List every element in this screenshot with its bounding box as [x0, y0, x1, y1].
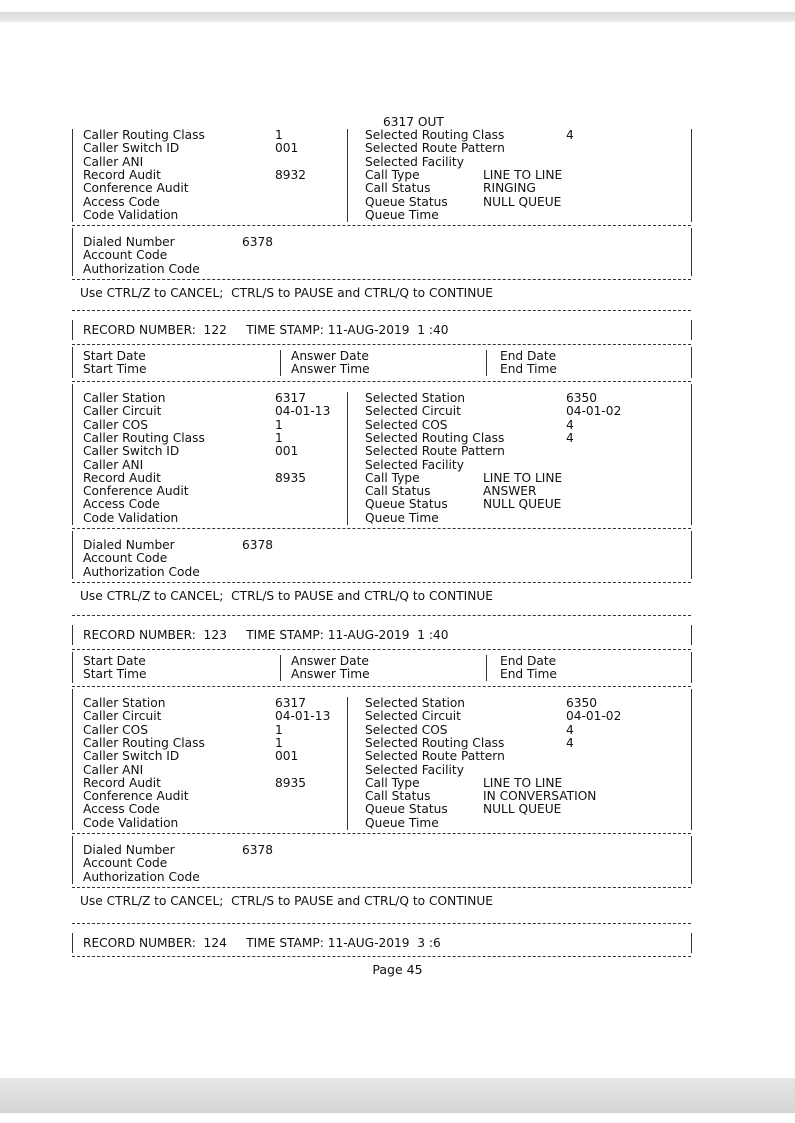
record-123-row-right-label: Selected Circuit	[365, 709, 461, 724]
record-122-row-left-label: Record Audit	[83, 470, 161, 485]
record-122-row-right-label: Call Status	[365, 484, 431, 499]
record-123-start-date-label: Start Date	[83, 654, 146, 668]
continued-row-left-label: Code Validation	[83, 207, 179, 222]
continued-row-left-label: Conference Audit	[83, 181, 189, 196]
record-122-row-left-label: Caller COS	[83, 417, 148, 432]
continued-row-right-label: Selected Routing Class	[365, 128, 505, 142]
continued-row-right-value: NULL QUEUE	[483, 194, 562, 209]
column-rule	[280, 655, 281, 681]
record-122-footer-rule	[72, 582, 691, 583]
record-122-row-right-label: Selected Routing Class	[365, 430, 505, 445]
record-122-dialed-value: 6378	[242, 538, 274, 552]
record-122-answer-time-label: Answer Time	[291, 362, 370, 377]
continued-row-left-value: 001	[275, 141, 299, 156]
record-122-row-left-value: 001	[275, 444, 299, 459]
record-123-dialed-label: Dialed Number	[83, 843, 175, 857]
record-122-answer-date-label: Answer Date	[291, 349, 369, 363]
record-123-dialed-value: 6378	[242, 843, 274, 857]
record-123-row-right-label: Selected COS	[365, 722, 448, 737]
record-123-row-left-label: Access Code	[83, 802, 160, 817]
record-123-dates-rule	[72, 686, 691, 687]
record-123-row-left-label: Record Audit	[83, 775, 161, 790]
record-123-row-left-label: Caller Circuit	[83, 709, 162, 724]
record-123-row-right-value: 4	[566, 722, 574, 737]
record-123-row-left-label: Caller COS	[83, 722, 148, 737]
continued-row-right-label: Call Status	[365, 181, 431, 196]
record-123-row-right-value: 4	[566, 735, 574, 750]
column-rule	[72, 933, 73, 953]
record-123-account-label: Account Code	[83, 856, 168, 871]
record-123-row-left-value: 6317	[275, 696, 307, 710]
continued-row-left-value: 1	[275, 128, 283, 142]
record-123-row-right-value: LINE TO LINE	[483, 775, 563, 790]
record-123-row-right-value: 6350	[566, 696, 598, 710]
record-123-end-date-label: End Date	[500, 654, 557, 668]
record-123-row-left-value: 1	[275, 722, 283, 737]
record-122-row-left-label: Caller Circuit	[83, 404, 162, 419]
record-122-row-right-label: Call Type	[365, 470, 420, 485]
record-122-row-left-label: Caller Routing Class	[83, 430, 205, 445]
record-123-row-right-label: Call Type	[365, 775, 420, 790]
record-122-row-right-label: Queue Status	[365, 497, 448, 512]
column-rule	[72, 531, 73, 579]
record-122-row-right-value: LINE TO LINE	[483, 470, 563, 485]
record-122-row-right-label: Queue Time	[365, 510, 439, 525]
dashed-rule	[72, 279, 691, 280]
record-122-row-left-label: Caller ANI	[83, 457, 144, 472]
ctrl-note: Use CTRL/Z to CANCEL; CTRL/S to PAUSE and CTRL/Q to CONTINUE	[80, 286, 493, 300]
column-rule	[72, 652, 73, 683]
continued-row-left-label: Access Code	[83, 194, 160, 209]
continued-row-left-label: Record Audit	[83, 167, 161, 182]
column-rule	[347, 129, 348, 222]
record-122-top-rule	[72, 310, 691, 311]
record-122-row-right-value: 4	[566, 417, 574, 432]
column-rule	[72, 384, 73, 525]
column-rule	[691, 836, 692, 884]
record-123-header-rule	[72, 649, 691, 650]
continued-row-right-value: 4	[566, 128, 574, 142]
record-122-row-right-label: Selected Station	[365, 391, 466, 405]
record-122-rows-rule	[72, 528, 691, 529]
column-rule	[691, 228, 692, 276]
record-123-start-time-label: Start Time	[83, 667, 147, 682]
record-124-header-rule	[72, 956, 691, 957]
record-123-row-left-value: 1	[275, 735, 283, 750]
column-rule	[691, 347, 692, 378]
record-123-row-left-label: Caller Routing Class	[83, 735, 205, 750]
record-122-dialed-label: Dialed Number	[83, 538, 175, 552]
column-rule	[486, 350, 487, 376]
column-rule	[280, 350, 281, 376]
continued-account-label: Account Code	[83, 248, 168, 263]
record-123-auth-label: Authorization Code	[83, 869, 200, 884]
record-122-row-right-value: 04-01-02	[566, 404, 622, 419]
record-122-row-right-label: Selected Facility	[365, 457, 464, 472]
record-123-row-left-label: Conference Audit	[83, 789, 189, 804]
record-123-top-rule	[72, 615, 691, 616]
record-123-row-right-label: Call Status	[365, 789, 431, 804]
scan-top-band	[0, 12, 795, 22]
record-123-answer-date-label: Answer Date	[291, 654, 369, 668]
record-122-header-rule	[72, 344, 691, 345]
record-123-answer-time-label: Answer Time	[291, 667, 370, 682]
scan-bottom-band	[0, 1078, 795, 1113]
continued-row-right-label: Selected Facility	[365, 154, 464, 169]
dashed-rule	[72, 225, 691, 226]
column-rule	[691, 384, 692, 525]
record-123-row-right-label: Selected Facility	[365, 762, 464, 777]
column-rule	[691, 689, 692, 830]
record-123-row-right-label: Queue Time	[365, 815, 439, 830]
record-123-row-left-label: Caller ANI	[83, 762, 144, 777]
column-rule	[486, 655, 487, 681]
continued-row-right-label: Queue Time	[365, 207, 439, 222]
continued-row-right-label: Call Type	[365, 167, 420, 182]
record-122-row-right-value: 4	[566, 430, 574, 445]
continued-dialed-value: 6378	[242, 235, 274, 249]
record-124-header: RECORD NUMBER: 124 TIME STAMP: 11-AUG-2019 3 :6	[83, 936, 441, 950]
record-122-header: RECORD NUMBER: 122 TIME STAMP: 11-AUG-2019 1 :40	[83, 323, 449, 337]
continued-dialed-label: Dialed Number	[83, 235, 175, 249]
record-122-account-label: Account Code	[83, 551, 168, 566]
record-123-row-left-label: Caller Switch ID	[83, 749, 180, 764]
record-123-row-left-value: 04-01-13	[275, 709, 331, 724]
record-122-row-right-label: Selected Route Pattern	[365, 444, 505, 459]
column-rule	[691, 531, 692, 579]
continued-row-left-label: Caller Routing Class	[83, 128, 205, 142]
record-124-top-rule	[72, 923, 691, 924]
continued-row-right-value: LINE TO LINE	[483, 167, 563, 182]
column-rule	[72, 625, 73, 645]
record-122-row-left-value: 6317	[275, 391, 307, 405]
record-122-dates-rule	[72, 381, 691, 382]
continued-row-left-label: Caller Switch ID	[83, 141, 180, 156]
continued-row-right-value: RINGING	[483, 181, 536, 196]
record-122-auth-label: Authorization Code	[83, 564, 200, 579]
record-123-row-right-value: NULL QUEUE	[483, 802, 562, 817]
record-123-ctrl-note: Use CTRL/Z to CANCEL; CTRL/S to PAUSE and CTRL/Q to CONTINUE	[80, 893, 493, 908]
record-122-row-left-label: Caller Switch ID	[83, 444, 180, 459]
record-122-start-date-label: Start Date	[83, 349, 146, 363]
record-122-row-left-label: Code Validation	[83, 510, 179, 525]
record-123-row-left-value: 8935	[275, 775, 307, 790]
record-122-row-right-label: Selected COS	[365, 417, 448, 432]
record-122-row-right-value: 6350	[566, 391, 598, 405]
column-rule	[72, 320, 73, 340]
record-122-row-left-value: 8935	[275, 470, 307, 485]
record-123-row-right-label: Selected Routing Class	[365, 735, 505, 750]
record-123-rows-rule	[72, 833, 691, 834]
record-122-row-right-value: ANSWER	[483, 484, 537, 499]
column-rule	[72, 836, 73, 884]
record-122-row-left-label: Caller Station	[83, 391, 166, 405]
record-122-end-date-label: End Date	[500, 349, 557, 363]
continued-row-right-label: Selected Route Pattern	[365, 141, 505, 156]
column-rule	[72, 347, 73, 378]
record-122-start-time-label: Start Time	[83, 362, 147, 377]
record-123-row-right-value: IN CONVERSATION	[483, 789, 597, 804]
page-number: Page 45	[372, 962, 423, 977]
record-123-row-left-value: 001	[275, 749, 299, 764]
record-123-row-left-label: Code Validation	[83, 815, 179, 830]
record-123-row-right-value: 04-01-02	[566, 709, 622, 724]
continued-row-left-label: Caller ANI	[83, 154, 144, 169]
column-rule	[691, 625, 692, 645]
column-rule	[347, 392, 348, 525]
record-123-row-left-label: Caller Station	[83, 696, 166, 710]
continued-auth-label: Authorization Code	[83, 261, 200, 276]
record-122-row-left-value: 1	[275, 430, 283, 445]
record-122-end-time-label: End Time	[500, 362, 557, 377]
continued-row-right-label: Queue Status	[365, 194, 448, 209]
column-rule	[691, 652, 692, 683]
record-123-row-right-label: Selected Route Pattern	[365, 749, 505, 764]
record-122-row-left-label: Conference Audit	[83, 484, 189, 499]
record-123-row-right-label: Queue Status	[365, 802, 448, 817]
column-rule	[347, 697, 348, 830]
column-rule	[72, 689, 73, 830]
column-rule	[72, 228, 73, 276]
column-rule	[691, 933, 692, 953]
record-123-footer-rule	[72, 887, 691, 888]
column-rule	[691, 129, 692, 222]
record-122-row-left-value: 04-01-13	[275, 404, 331, 419]
record-123-header: RECORD NUMBER: 123 TIME STAMP: 11-AUG-2019 1 :40	[83, 628, 449, 642]
station-line: 6317 OUT	[383, 115, 444, 129]
record-122-row-left-value: 1	[275, 417, 283, 432]
record-123-row-right-label: Selected Station	[365, 696, 466, 710]
continued-row-left-value: 8932	[275, 167, 307, 182]
column-rule	[691, 320, 692, 340]
column-rule	[72, 129, 73, 222]
record-122-row-right-label: Selected Circuit	[365, 404, 461, 419]
record-122-ctrl-note: Use CTRL/Z to CANCEL; CTRL/S to PAUSE and CTRL/Q to CONTINUE	[80, 588, 493, 603]
record-122-row-right-value: NULL QUEUE	[483, 497, 562, 512]
record-122-row-left-label: Access Code	[83, 497, 160, 512]
record-123-end-time-label: End Time	[500, 667, 557, 682]
